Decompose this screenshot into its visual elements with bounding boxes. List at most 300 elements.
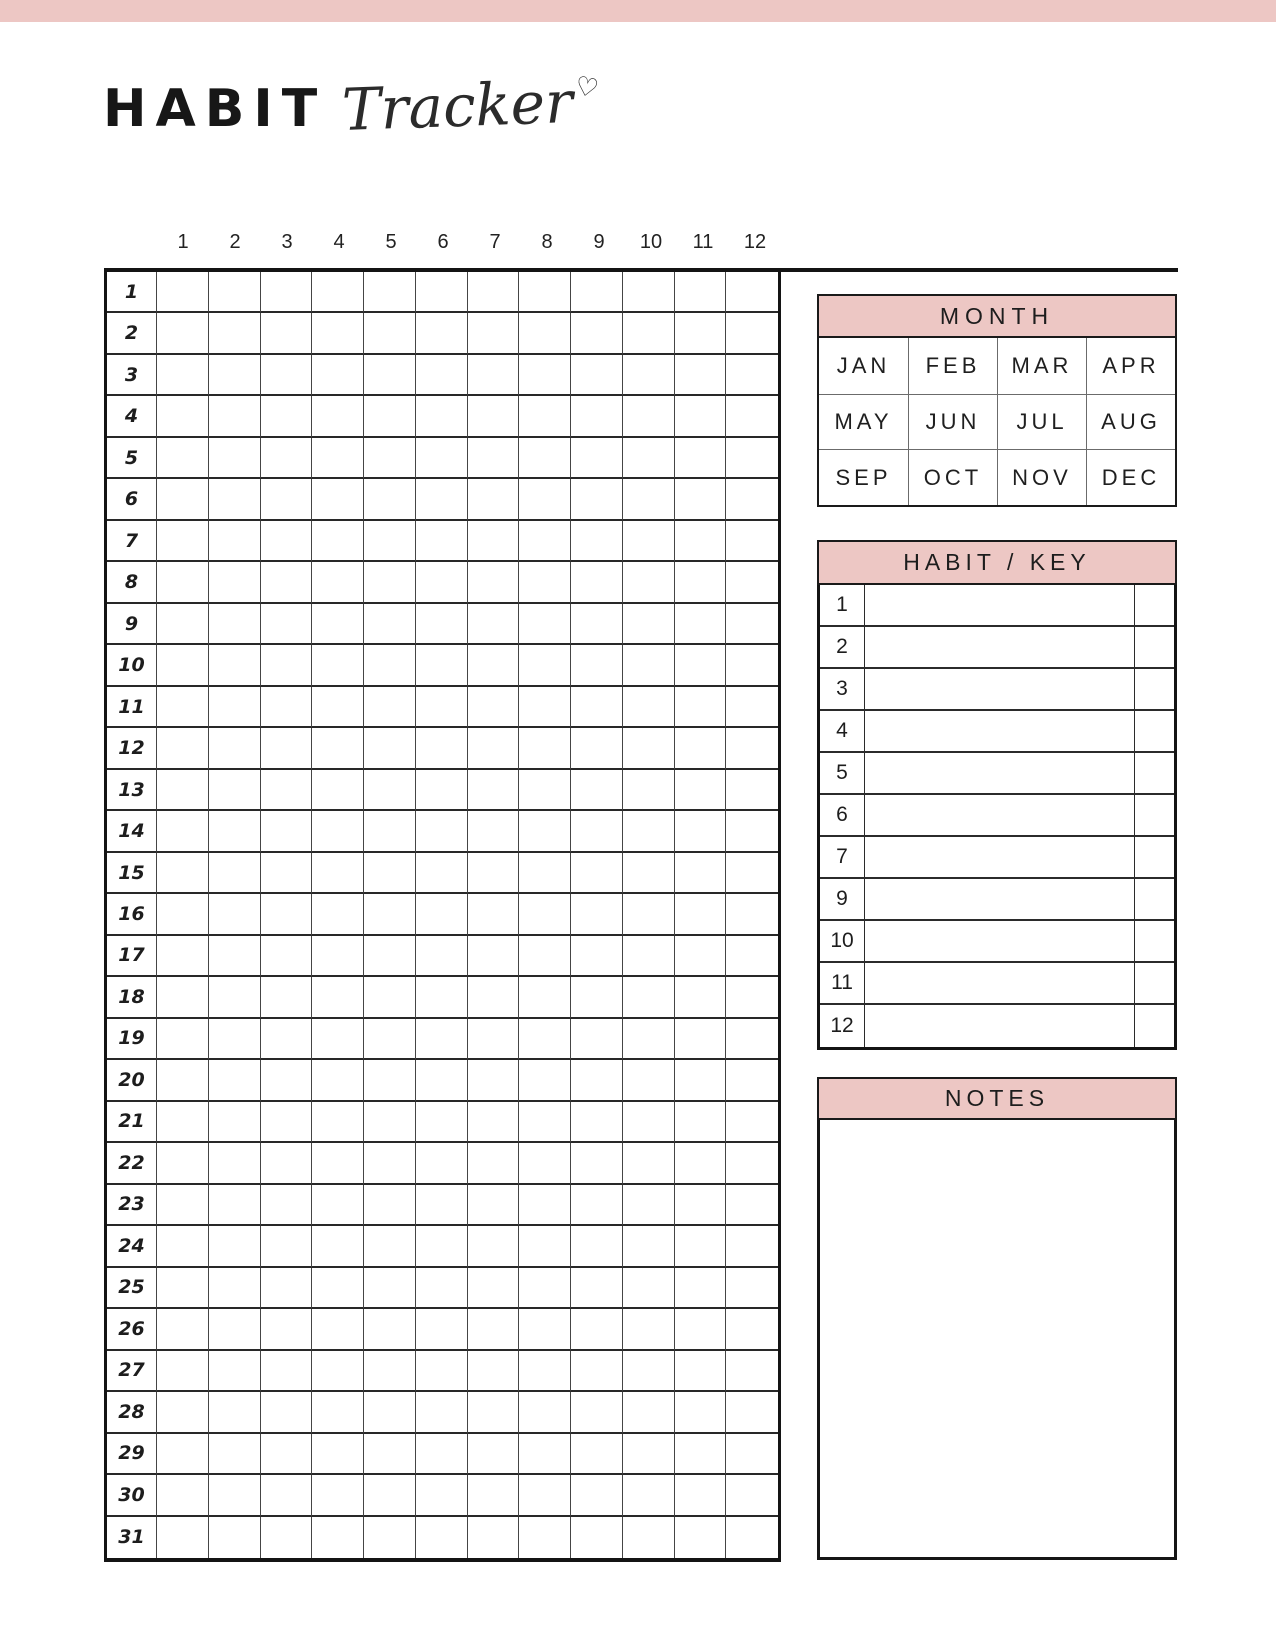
tracker-cell[interactable] (468, 1434, 520, 1475)
tracker-cell[interactable] (623, 936, 675, 977)
tracker-cell[interactable] (726, 645, 778, 686)
tracker-cell[interactable] (364, 1268, 416, 1309)
tracker-cell[interactable] (571, 1434, 623, 1475)
tracker-cell[interactable] (571, 604, 623, 645)
tracker-cell[interactable] (571, 1226, 623, 1267)
habit-key-cell[interactable] (1135, 963, 1174, 1005)
tracker-cell[interactable] (261, 396, 313, 437)
tracker-cell[interactable] (312, 687, 364, 728)
tracker-cell[interactable] (726, 977, 778, 1018)
tracker-cell[interactable] (364, 977, 416, 1018)
tracker-cell[interactable] (571, 1351, 623, 1392)
tracker-cell[interactable] (468, 645, 520, 686)
tracker-cell[interactable] (726, 604, 778, 645)
tracker-cell[interactable] (726, 1268, 778, 1309)
month-apr[interactable]: APR (1086, 338, 1175, 394)
tracker-cell[interactable] (571, 853, 623, 894)
tracker-cell[interactable] (726, 853, 778, 894)
tracker-cell[interactable] (261, 811, 313, 852)
tracker-cell[interactable] (623, 1226, 675, 1267)
tracker-cell[interactable] (261, 977, 313, 1018)
tracker-cell[interactable] (364, 728, 416, 769)
tracker-cell[interactable] (571, 645, 623, 686)
tracker-cell[interactable] (726, 687, 778, 728)
tracker-cell[interactable] (157, 272, 209, 313)
tracker-cell[interactable] (157, 645, 209, 686)
tracker-cell[interactable] (468, 1019, 520, 1060)
tracker-cell[interactable] (157, 1309, 209, 1350)
tracker-cell[interactable] (468, 1102, 520, 1143)
tracker-cell[interactable] (261, 1102, 313, 1143)
tracker-cell[interactable] (571, 1019, 623, 1060)
tracker-cell[interactable] (312, 1143, 364, 1184)
tracker-cell[interactable] (157, 811, 209, 852)
tracker-cell[interactable] (209, 604, 261, 645)
tracker-cell[interactable] (519, 396, 571, 437)
tracker-cell[interactable] (726, 1351, 778, 1392)
tracker-cell[interactable] (675, 396, 727, 437)
habit-key-cell[interactable] (1135, 837, 1174, 879)
tracker-cell[interactable] (519, 728, 571, 769)
tracker-cell[interactable] (726, 396, 778, 437)
tracker-cell[interactable] (312, 438, 364, 479)
tracker-cell[interactable] (675, 936, 727, 977)
tracker-cell[interactable] (364, 645, 416, 686)
tracker-cell[interactable] (571, 1309, 623, 1350)
tracker-cell[interactable] (416, 728, 468, 769)
tracker-cell[interactable] (312, 811, 364, 852)
month-nov[interactable]: NOV (997, 449, 1086, 505)
tracker-cell[interactable] (726, 1060, 778, 1101)
tracker-cell[interactable] (312, 1268, 364, 1309)
tracker-cell[interactable] (675, 1392, 727, 1433)
tracker-cell[interactable] (209, 355, 261, 396)
tracker-cell[interactable] (157, 396, 209, 437)
tracker-cell[interactable] (468, 1060, 520, 1101)
tracker-cell[interactable] (209, 1268, 261, 1309)
tracker-cell[interactable] (468, 272, 520, 313)
tracker-cell[interactable] (416, 562, 468, 603)
tracker-cell[interactable] (261, 479, 313, 520)
tracker-cell[interactable] (416, 1475, 468, 1516)
tracker-cell[interactable] (312, 1309, 364, 1350)
tracker-cell[interactable] (519, 936, 571, 977)
tracker-cell[interactable] (312, 894, 364, 935)
tracker-cell[interactable] (623, 396, 675, 437)
tracker-cell[interactable] (157, 604, 209, 645)
tracker-cell[interactable] (209, 936, 261, 977)
tracker-cell[interactable] (209, 1434, 261, 1475)
tracker-cell[interactable] (312, 1434, 364, 1475)
tracker-cell[interactable] (571, 479, 623, 520)
tracker-cell[interactable] (726, 521, 778, 562)
tracker-cell[interactable] (312, 1392, 364, 1433)
tracker-cell[interactable] (623, 811, 675, 852)
tracker-cell[interactable] (312, 1475, 364, 1516)
tracker-cell[interactable] (519, 521, 571, 562)
tracker-cell[interactable] (675, 272, 727, 313)
tracker-cell[interactable] (261, 562, 313, 603)
tracker-cell[interactable] (364, 521, 416, 562)
tracker-cell[interactable] (726, 1185, 778, 1226)
month-aug[interactable]: AUG (1086, 394, 1175, 450)
tracker-cell[interactable] (726, 1019, 778, 1060)
tracker-cell[interactable] (364, 687, 416, 728)
tracker-cell[interactable] (623, 479, 675, 520)
tracker-cell[interactable] (675, 1351, 727, 1392)
tracker-cell[interactable] (209, 1475, 261, 1516)
tracker-cell[interactable] (623, 1517, 675, 1558)
tracker-cell[interactable] (364, 1351, 416, 1392)
tracker-cell[interactable] (261, 1434, 313, 1475)
tracker-cell[interactable] (312, 936, 364, 977)
tracker-cell[interactable] (261, 853, 313, 894)
tracker-cell[interactable] (209, 438, 261, 479)
tracker-cell[interactable] (623, 604, 675, 645)
tracker-cell[interactable] (416, 977, 468, 1018)
tracker-cell[interactable] (209, 1226, 261, 1267)
tracker-cell[interactable] (726, 272, 778, 313)
tracker-cell[interactable] (519, 1060, 571, 1101)
habit-name-cell[interactable] (865, 837, 1135, 879)
tracker-cell[interactable] (157, 894, 209, 935)
tracker-cell[interactable] (675, 313, 727, 354)
tracker-cell[interactable] (571, 1143, 623, 1184)
month-may[interactable]: MAY (819, 394, 908, 450)
tracker-cell[interactable] (468, 1185, 520, 1226)
tracker-cell[interactable] (261, 687, 313, 728)
tracker-cell[interactable] (675, 687, 727, 728)
tracker-cell[interactable] (209, 1019, 261, 1060)
tracker-cell[interactable] (571, 811, 623, 852)
tracker-cell[interactable] (209, 562, 261, 603)
habit-name-cell[interactable] (865, 585, 1135, 627)
tracker-cell[interactable] (468, 604, 520, 645)
tracker-cell[interactable] (209, 1351, 261, 1392)
tracker-cell[interactable] (364, 1309, 416, 1350)
tracker-cell[interactable] (519, 1392, 571, 1433)
tracker-cell[interactable] (209, 1392, 261, 1433)
tracker-cell[interactable] (312, 479, 364, 520)
habit-name-cell[interactable] (865, 1005, 1135, 1047)
tracker-cell[interactable] (364, 811, 416, 852)
habit-name-cell[interactable] (865, 963, 1135, 1005)
tracker-cell[interactable] (157, 1185, 209, 1226)
tracker-cell[interactable] (364, 1143, 416, 1184)
tracker-cell[interactable] (675, 1102, 727, 1143)
tracker-cell[interactable] (623, 1019, 675, 1060)
tracker-cell[interactable] (209, 894, 261, 935)
tracker-cell[interactable] (261, 1019, 313, 1060)
tracker-cell[interactable] (209, 1143, 261, 1184)
tracker-cell[interactable] (416, 853, 468, 894)
tracker-cell[interactable] (261, 438, 313, 479)
tracker-cell[interactable] (726, 562, 778, 603)
tracker-cell[interactable] (571, 977, 623, 1018)
tracker-cell[interactable] (675, 1475, 727, 1516)
tracker-cell[interactable] (416, 1434, 468, 1475)
tracker-cell[interactable] (623, 977, 675, 1018)
tracker-cell[interactable] (726, 1434, 778, 1475)
tracker-cell[interactable] (675, 728, 727, 769)
tracker-cell[interactable] (261, 1143, 313, 1184)
tracker-cell[interactable] (519, 977, 571, 1018)
tracker-cell[interactable] (416, 1143, 468, 1184)
tracker-cell[interactable] (468, 313, 520, 354)
tracker-cell[interactable] (157, 1392, 209, 1433)
tracker-cell[interactable] (675, 853, 727, 894)
tracker-cell[interactable] (675, 604, 727, 645)
tracker-cell[interactable] (623, 1268, 675, 1309)
tracker-cell[interactable] (519, 1268, 571, 1309)
tracker-cell[interactable] (312, 1102, 364, 1143)
tracker-cell[interactable] (571, 562, 623, 603)
tracker-cell[interactable] (312, 728, 364, 769)
tracker-cell[interactable] (519, 1102, 571, 1143)
tracker-cell[interactable] (157, 1517, 209, 1558)
tracker-cell[interactable] (675, 1185, 727, 1226)
tracker-cell[interactable] (209, 313, 261, 354)
tracker-cell[interactable] (519, 1434, 571, 1475)
tracker-cell[interactable] (416, 1309, 468, 1350)
tracker-cell[interactable] (157, 977, 209, 1018)
tracker-cell[interactable] (675, 894, 727, 935)
tracker-cell[interactable] (468, 562, 520, 603)
tracker-cell[interactable] (364, 1060, 416, 1101)
tracker-cell[interactable] (416, 396, 468, 437)
tracker-cell[interactable] (416, 1226, 468, 1267)
tracker-cell[interactable] (209, 1060, 261, 1101)
tracker-cell[interactable] (364, 1517, 416, 1558)
tracker-cell[interactable] (726, 936, 778, 977)
tracker-cell[interactable] (416, 1060, 468, 1101)
tracker-cell[interactable] (261, 1517, 313, 1558)
tracker-cell[interactable] (726, 479, 778, 520)
tracker-cell[interactable] (726, 894, 778, 935)
tracker-cell[interactable] (623, 1351, 675, 1392)
tracker-cell[interactable] (623, 1392, 675, 1433)
tracker-cell[interactable] (675, 438, 727, 479)
tracker-cell[interactable] (468, 977, 520, 1018)
tracker-cell[interactable] (261, 894, 313, 935)
tracker-cell[interactable] (416, 313, 468, 354)
tracker-cell[interactable] (519, 479, 571, 520)
tracker-cell[interactable] (519, 687, 571, 728)
tracker-cell[interactable] (261, 1060, 313, 1101)
tracker-cell[interactable] (312, 355, 364, 396)
tracker-cell[interactable] (519, 1351, 571, 1392)
habit-name-cell[interactable] (865, 711, 1135, 753)
tracker-cell[interactable] (571, 1060, 623, 1101)
tracker-cell[interactable] (468, 1143, 520, 1184)
habit-name-cell[interactable] (865, 879, 1135, 921)
tracker-cell[interactable] (675, 1226, 727, 1267)
tracker-cell[interactable] (623, 1434, 675, 1475)
tracker-cell[interactable] (261, 1475, 313, 1516)
tracker-cell[interactable] (519, 1309, 571, 1350)
tracker-cell[interactable] (623, 853, 675, 894)
tracker-cell[interactable] (416, 811, 468, 852)
month-oct[interactable]: OCT (908, 449, 997, 505)
tracker-cell[interactable] (209, 687, 261, 728)
tracker-cell[interactable] (364, 438, 416, 479)
tracker-cell[interactable] (726, 1309, 778, 1350)
tracker-cell[interactable] (675, 1309, 727, 1350)
tracker-cell[interactable] (726, 1226, 778, 1267)
tracker-cell[interactable] (468, 936, 520, 977)
tracker-cell[interactable] (364, 894, 416, 935)
tracker-cell[interactable] (468, 811, 520, 852)
tracker-cell[interactable] (312, 645, 364, 686)
tracker-cell[interactable] (157, 355, 209, 396)
tracker-cell[interactable] (312, 1351, 364, 1392)
tracker-cell[interactable] (519, 1517, 571, 1558)
tracker-cell[interactable] (675, 770, 727, 811)
tracker-cell[interactable] (209, 396, 261, 437)
tracker-cell[interactable] (623, 1102, 675, 1143)
tracker-cell[interactable] (519, 562, 571, 603)
tracker-cell[interactable] (416, 1019, 468, 1060)
habit-name-cell[interactable] (865, 795, 1135, 837)
tracker-cell[interactable] (157, 936, 209, 977)
tracker-cell[interactable] (623, 687, 675, 728)
month-jul[interactable]: JUL (997, 394, 1086, 450)
tracker-cell[interactable] (157, 1102, 209, 1143)
tracker-cell[interactable] (468, 1475, 520, 1516)
habit-key-cell[interactable] (1135, 669, 1174, 711)
tracker-cell[interactable] (675, 645, 727, 686)
tracker-cell[interactable] (519, 604, 571, 645)
tracker-cell[interactable] (157, 1351, 209, 1392)
tracker-cell[interactable] (416, 438, 468, 479)
habit-key-cell[interactable] (1135, 921, 1174, 963)
tracker-cell[interactable] (157, 313, 209, 354)
tracker-cell[interactable] (261, 770, 313, 811)
tracker-cell[interactable] (364, 1392, 416, 1433)
tracker-cell[interactable] (675, 355, 727, 396)
notes-area[interactable] (817, 1120, 1177, 1560)
tracker-cell[interactable] (623, 1060, 675, 1101)
tracker-cell[interactable] (209, 853, 261, 894)
tracker-cell[interactable] (675, 977, 727, 1018)
tracker-cell[interactable] (261, 1226, 313, 1267)
tracker-cell[interactable] (519, 438, 571, 479)
tracker-cell[interactable] (364, 853, 416, 894)
tracker-cell[interactable] (312, 770, 364, 811)
tracker-cell[interactable] (623, 313, 675, 354)
tracker-cell[interactable] (209, 645, 261, 686)
tracker-cell[interactable] (468, 1309, 520, 1350)
tracker-cell[interactable] (623, 562, 675, 603)
tracker-cell[interactable] (364, 936, 416, 977)
tracker-cell[interactable] (519, 853, 571, 894)
tracker-cell[interactable] (519, 1475, 571, 1516)
tracker-cell[interactable] (726, 1517, 778, 1558)
tracker-cell[interactable] (364, 1226, 416, 1267)
tracker-cell[interactable] (468, 521, 520, 562)
tracker-cell[interactable] (416, 272, 468, 313)
tracker-cell[interactable] (726, 770, 778, 811)
habit-key-cell[interactable] (1135, 711, 1174, 753)
tracker-cell[interactable] (571, 272, 623, 313)
tracker-cell[interactable] (726, 1143, 778, 1184)
tracker-cell[interactable] (623, 728, 675, 769)
month-dec[interactable]: DEC (1086, 449, 1175, 505)
tracker-cell[interactable] (209, 521, 261, 562)
tracker-cell[interactable] (519, 894, 571, 935)
tracker-cell[interactable] (623, 645, 675, 686)
tracker-cell[interactable] (312, 521, 364, 562)
tracker-cell[interactable] (623, 1143, 675, 1184)
tracker-cell[interactable] (675, 479, 727, 520)
tracker-cell[interactable] (571, 1185, 623, 1226)
tracker-cell[interactable] (416, 645, 468, 686)
tracker-cell[interactable] (726, 355, 778, 396)
tracker-cell[interactable] (416, 355, 468, 396)
month-jun[interactable]: JUN (908, 394, 997, 450)
tracker-cell[interactable] (261, 521, 313, 562)
tracker-cell[interactable] (416, 894, 468, 935)
tracker-cell[interactable] (468, 1268, 520, 1309)
tracker-cell[interactable] (209, 1102, 261, 1143)
tracker-cell[interactable] (209, 1309, 261, 1350)
habit-name-cell[interactable] (865, 753, 1135, 795)
tracker-cell[interactable] (416, 1185, 468, 1226)
tracker-cell[interactable] (364, 479, 416, 520)
tracker-cell[interactable] (519, 770, 571, 811)
tracker-cell[interactable] (364, 1475, 416, 1516)
tracker-cell[interactable] (675, 811, 727, 852)
tracker-cell[interactable] (519, 811, 571, 852)
tracker-cell[interactable] (571, 521, 623, 562)
tracker-cell[interactable] (364, 1434, 416, 1475)
tracker-cell[interactable] (261, 1351, 313, 1392)
tracker-cell[interactable] (675, 1434, 727, 1475)
tracker-cell[interactable] (519, 355, 571, 396)
habit-key-cell[interactable] (1135, 795, 1174, 837)
tracker-cell[interactable] (675, 1019, 727, 1060)
tracker-cell[interactable] (571, 355, 623, 396)
tracker-cell[interactable] (261, 1392, 313, 1433)
tracker-cell[interactable] (571, 728, 623, 769)
tracker-cell[interactable] (157, 1475, 209, 1516)
tracker-cell[interactable] (157, 728, 209, 769)
tracker-cell[interactable] (416, 936, 468, 977)
habit-name-cell[interactable] (865, 627, 1135, 669)
tracker-cell[interactable] (312, 1226, 364, 1267)
tracker-cell[interactable] (209, 770, 261, 811)
tracker-cell[interactable] (519, 313, 571, 354)
tracker-cell[interactable] (209, 1517, 261, 1558)
tracker-cell[interactable] (468, 396, 520, 437)
tracker-cell[interactable] (157, 562, 209, 603)
tracker-cell[interactable] (261, 728, 313, 769)
month-sep[interactable]: SEP (819, 449, 908, 505)
tracker-cell[interactable] (416, 687, 468, 728)
tracker-cell[interactable] (312, 1517, 364, 1558)
tracker-cell[interactable] (726, 313, 778, 354)
tracker-cell[interactable] (571, 1517, 623, 1558)
tracker-cell[interactable] (364, 1185, 416, 1226)
tracker-cell[interactable] (571, 313, 623, 354)
tracker-cell[interactable] (726, 811, 778, 852)
habit-key-cell[interactable] (1135, 879, 1174, 921)
tracker-cell[interactable] (364, 562, 416, 603)
tracker-cell[interactable] (468, 687, 520, 728)
tracker-cell[interactable] (416, 770, 468, 811)
tracker-cell[interactable] (675, 1143, 727, 1184)
tracker-cell[interactable] (364, 604, 416, 645)
